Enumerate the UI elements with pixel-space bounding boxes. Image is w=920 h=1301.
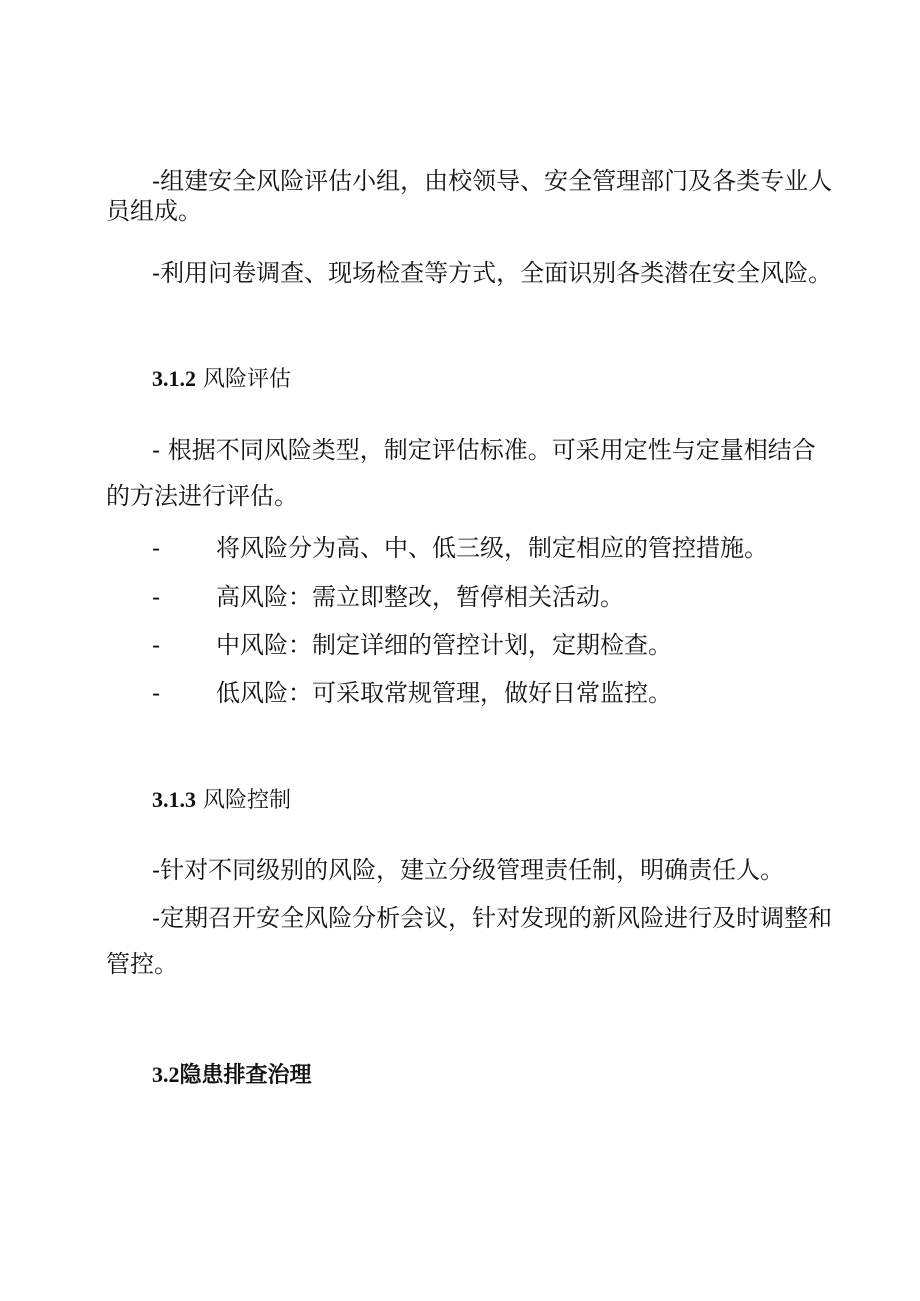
heading-title: 风险控制 xyxy=(203,788,292,813)
paragraph-form-team-line1: -组建安全风险评估小组，由校领导、安全管理部门及各类专业人 xyxy=(152,167,833,195)
list-dash: - xyxy=(152,534,161,562)
paragraph-assessment-standard-line1: - 根据不同风险类型，制定评估标准。可采用定性与定量相结合 xyxy=(152,436,816,464)
list-dash: - xyxy=(152,583,161,611)
heading-3-1-3 xyxy=(152,785,291,816)
paragraph-assessment-standard-line2: 的方法进行评估。 xyxy=(106,482,298,510)
list-dash: - xyxy=(152,631,161,659)
heading-number: 3.1.2 xyxy=(152,366,196,391)
heading-title: 隐患排查治理 xyxy=(179,1063,312,1088)
paragraph-form-team-line2: 员组成。 xyxy=(106,197,202,225)
heading-number: 3.1.3 xyxy=(152,787,196,812)
heading-3-1-2 xyxy=(152,364,291,395)
heading-3-2 xyxy=(152,1060,312,1091)
paragraph-grading-responsibility: -针对不同级别的风险，建立分级管理责任制，明确责任人。 xyxy=(152,856,785,884)
list-text: 高风险：需立即整改，暂停相关活动。 xyxy=(216,583,624,611)
paragraph-risk-meeting-line1: -定期召开安全风险分析会议，针对发现的新风险进行及时调整和 xyxy=(152,904,833,932)
paragraph-identify-risks: -利用问卷调查、现场检查等方式，全面识别各类潜在安全风险。 xyxy=(152,259,833,287)
list-text: 低风险：可采取常规管理，做好日常监控。 xyxy=(216,679,672,707)
heading-number: 3.2 xyxy=(152,1062,180,1087)
list-text: 中风险：制定详细的管控计划，定期检查。 xyxy=(216,631,672,659)
paragraph-risk-meeting-line2: 管控。 xyxy=(106,950,178,978)
list-text: 将风险分为高、中、低三级，制定相应的管控措施。 xyxy=(216,534,768,562)
heading-title: 风险评估 xyxy=(203,367,292,392)
list-dash: - xyxy=(152,679,161,707)
